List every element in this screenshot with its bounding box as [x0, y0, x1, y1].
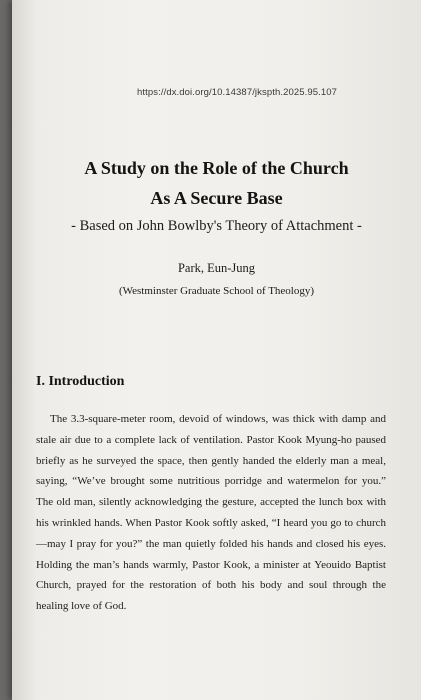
- section-heading-introduction: I. Introduction: [36, 374, 125, 389]
- document-page: [12, 0, 421, 700]
- introduction-paragraph: The 3.3-square-meter room, devoid of windows, was thick with damp and stale air due to a complete lack of ventilation. Pastor Kook Myung-ho paused briefly as he surveyed the space, then gently handed the elderly man a meal, saying, “We’ve brought some nutritious porridge and watermelon for you.” The old man, silently acknowledging the gesture, accepted the lunch box with his wrinkled hands. When Pastor Kook softly asked, “I heard you go to church—may I pray for you?” the man quietly folded his hands and closed his eyes. Holding the man’s hands warmly, Pastor Kook, a minister at Yeouido Baptist Church, prayed for the restoration of both his body and soul through the healing love of God.: [36, 413, 386, 613]
- author-name: Park, Eun-Jung: [177, 261, 256, 275]
- paper-subtitle: - Based on John Bowlby's Theory of Attachment -: [71, 218, 362, 234]
- author-affiliation: (Westminster Graduate School of Theology): [118, 285, 315, 297]
- paper-title-line-2: As A Secure Base: [150, 188, 283, 208]
- paper-title-line-1: A Study on the Role of the Church: [84, 158, 349, 178]
- doi-link[interactable]: https://dx.doi.org/10.14387/jkspth.2025.95.107: [137, 87, 338, 98]
